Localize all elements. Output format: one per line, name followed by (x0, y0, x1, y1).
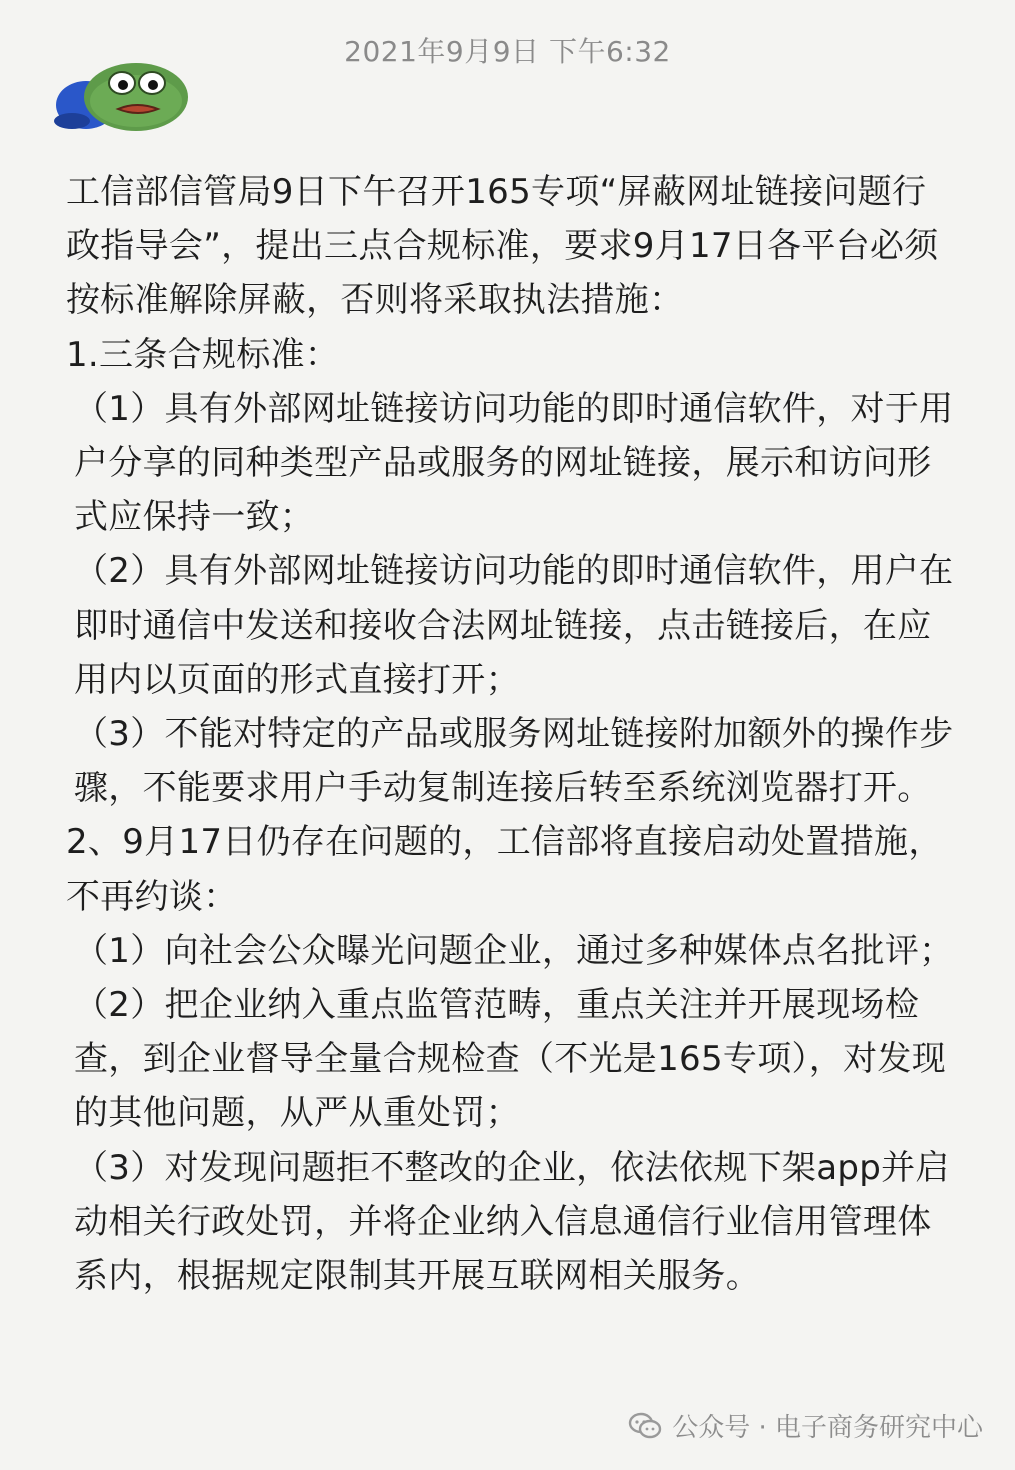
message-item-measure-3: （3）对发现问题拒不整改的企业，依法依规下架app并启动相关行政处罚，并将企业纳入信息通信行业信用管理体系内，根据规定限制其开展互联网相关服务。 (74, 1147, 950, 1297)
message-item-standard-2: （2）具有外部网址链接访问功能的即时通信软件，用户在即时通信中发送和接收合法网址链接，点击链接后，在应用内以页面的形式直接打开； (74, 551, 954, 700)
message-heading-standards: 1.三条合规标准： (66, 334, 340, 375)
wechat-official-account-icon (628, 1411, 662, 1441)
message-heading-measures: 2、9月17日仍存在问题的，工信部将直接启动处置措施，不再约谈： (66, 822, 943, 917)
message-body (66, 165, 956, 1303)
chat-timestamp: 2021年9月9日 下午6:32 (344, 35, 671, 68)
message-item-standard-1: （1）具有外部网址链接访问功能的即时通信软件，对于用户分享的同种类型产品或服务的网址链接，展示和访问形式应保持一致； (74, 388, 954, 538)
watermark (628, 1407, 983, 1444)
watermark-text: 公众号 · 电子商务研究中心 (672, 1413, 983, 1443)
message-item-standard-3: （3）不能对特定的产品或服务网址链接附加额外的操作步骤，不能要求用户手动复制连接后转至系统浏览器打开。 (74, 714, 954, 809)
message-paragraph-intro: 工信部信管局9日下午召开165专项“屏蔽网址链接问题行政指导会”，提出三点合规标准，要求9月17日各平台必须按标准解除屏蔽，否则将采取执法措施： (66, 172, 939, 321)
frog-avatar-icon[interactable] (52, 55, 192, 135)
message-item-measure-1: （1）向社会公众曝光问题企业，通过多种媒体点名批评； (74, 930, 954, 971)
message-item-measure-2: （2）把企业纳入重点监管范畴，重点关注并开展现场检查，到企业督导全量合规检查（不光是165专项），对发现的其他问题，从严从重处罚； (74, 985, 946, 1134)
